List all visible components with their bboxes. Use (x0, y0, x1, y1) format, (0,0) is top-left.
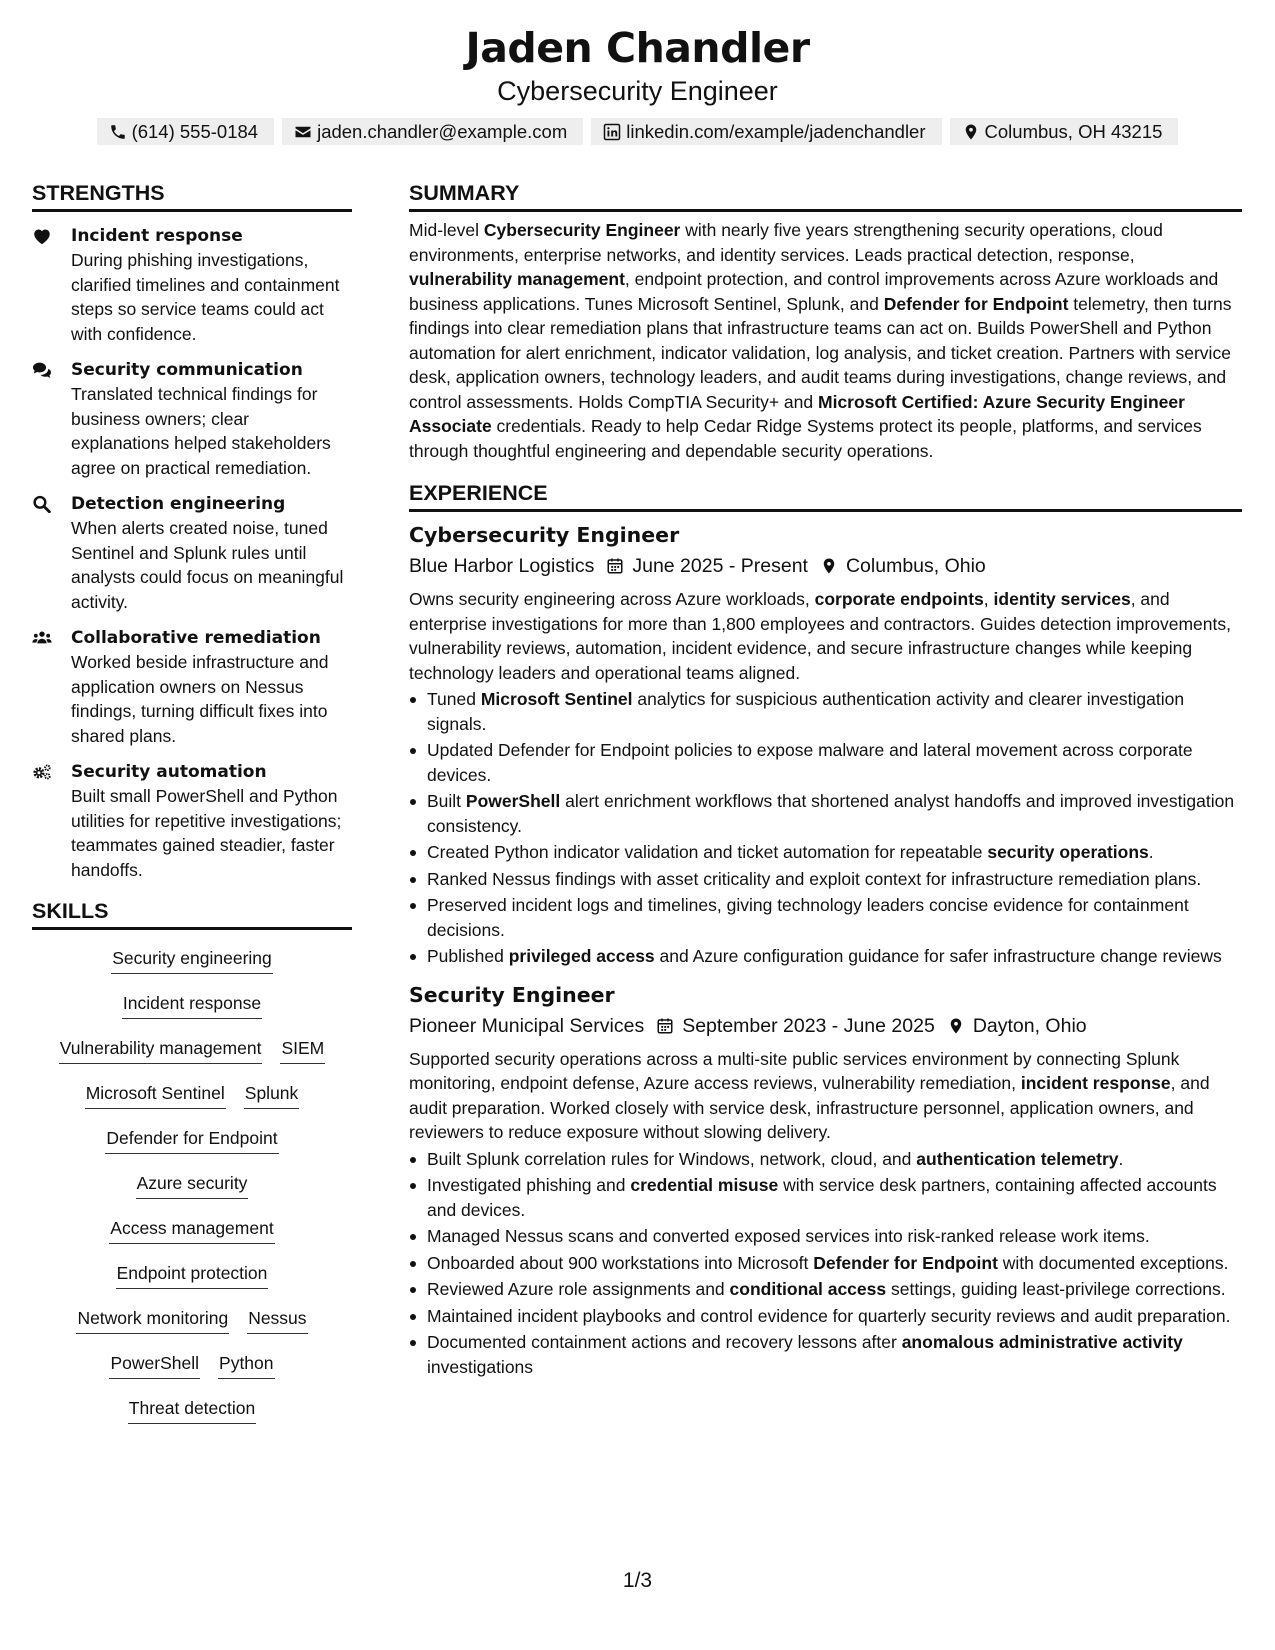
skill-row (32, 1388, 352, 1433)
text-segment: analytics for suspicious authentication activity and clearer investigation signals. (427, 689, 1185, 734)
bullet-item (409, 1147, 1242, 1172)
emphasis-text: conditional access (729, 1279, 887, 1299)
linkedin-contact[interactable] (591, 118, 941, 145)
text-segment: . (1118, 1148, 1124, 1169)
sidebar (32, 180, 352, 1433)
skill-row (32, 1208, 352, 1253)
strength-item (32, 224, 352, 346)
main-column (409, 180, 1242, 1381)
skill-row (32, 983, 352, 1028)
job-meta (409, 1012, 1242, 1040)
map-pin-icon (947, 1017, 965, 1035)
skill-tag: Threat detection (128, 1396, 256, 1424)
text-segment: Reviewed Azure role assignments and (427, 1279, 730, 1299)
location-contact (950, 118, 1179, 145)
bullet-item (409, 944, 1242, 969)
emphasis-text: security operations (987, 842, 1149, 862)
candidate-name: Jaden Chandler (465, 24, 810, 72)
heart-icon (32, 227, 52, 245)
text-segment: Mid-level (409, 220, 484, 240)
text-segment: settings, guiding least-privilege corrections. (886, 1279, 1226, 1299)
strength-item (32, 358, 352, 480)
strength-description: When alerts created noise, tuned Sentinel and Splunk rules until analysts could focus on meaningful activity. (71, 518, 344, 612)
job-location: Dayton, Ohio (972, 1014, 1087, 1037)
company-name: Blue Harbor Logistics (409, 555, 595, 577)
summary-text (409, 218, 1242, 463)
text-segment: Built (427, 791, 466, 811)
skill-tag: Python (218, 1351, 274, 1379)
emphasis-text: Defender for Endpoint (813, 1252, 998, 1273)
strength-description: During phishing investigations, clarified timelines and containment steps so service teams could act with confidence. (71, 250, 340, 344)
email-contact[interactable] (282, 118, 583, 145)
emphasis-text: Microsoft Sentinel (480, 689, 633, 709)
strength-item (32, 492, 352, 614)
text-segment: Managed Nessus scans and converted exposed services into risk-ranked release work items. (427, 1226, 1150, 1246)
strengths-heading: STRENGTHS (32, 180, 352, 212)
emphasis-text: Defender for Endpoint (883, 293, 1069, 314)
strength-title: Incident response (71, 226, 243, 246)
skill-tag: Security engineering (111, 946, 273, 974)
strength-description: Built small PowerShell and Python utilities for repetitive investigations; teammates gained steadier, faster handoffs. (71, 786, 342, 880)
envelope-icon (294, 123, 312, 141)
job-dates: September 2023 - June 2025 (682, 1014, 935, 1037)
strength-title: Security communication (71, 360, 303, 380)
strength-title: Detection engineering (71, 494, 286, 514)
skill-row (32, 1343, 352, 1388)
emphasis-text: PowerShell (465, 791, 561, 811)
text-segment: Owns security engineering across Azure workloads, (409, 589, 815, 609)
text-segment: telemetry, then turns findings into clear remediation plans that infrastructure teams can act on. Builds PowerShell and Python automation for alert enrichment, indicator validation, log analysis, and ticket creation. Partners with service desk, application owners, technology leaders, and audit teams during investigations, change reviews, and control assessments. Holds CompTIA Security+ and (409, 293, 1232, 412)
emphasis-text: incident response (1020, 1073, 1171, 1093)
text-segment: Investigated phishing and (427, 1175, 631, 1195)
phone-icon (109, 123, 127, 141)
text-segment: , and audit preparation. Worked closely with service desk, infrastructure personnel, application owners, and reviewers to reduce exposure without slowing delivery. (409, 1073, 1210, 1142)
job-bullets (409, 1147, 1242, 1380)
bullet-item (409, 1224, 1242, 1249)
emphasis-text: Cybersecurity Engineer (483, 220, 681, 240)
text-segment: Maintained incident playbooks and control evidence for quarterly security reviews and audit preparation. (427, 1305, 1231, 1326)
emphasis-text: identity services (993, 589, 1131, 609)
company-name: Pioneer Municipal Services (409, 1014, 645, 1037)
candidate-title: Cybersecurity Engineer (497, 76, 778, 106)
job-dates: June 2025 - Present (632, 555, 808, 577)
page-number: 1/3 (622, 1569, 653, 1592)
skill-row (32, 1028, 352, 1073)
strength-title: Collaborative remediation (71, 628, 321, 648)
bullet-item (409, 1251, 1242, 1276)
emphasis-text: Microsoft Certified: Azure Security Engineer Associate (409, 391, 1185, 436)
text-segment: Onboarded about 900 workstations into Microsoft (427, 1252, 814, 1273)
bullet-item (409, 1173, 1242, 1222)
text-segment: Published (427, 946, 509, 966)
skill-tag: Endpoint protection (116, 1261, 269, 1289)
job-description (409, 587, 1242, 685)
text-segment: Created Python indicator validation and ticket automation for repeatable (427, 842, 988, 862)
skill-tag: PowerShell (109, 1351, 200, 1379)
emphasis-text: credential misuse (630, 1175, 779, 1195)
skill-tag: Microsoft Sentinel (85, 1081, 226, 1109)
skills-section (32, 898, 352, 1433)
text-segment: Supported security operations across a multi-site public services environment by connecting Splunk monitoring, endpoint defense, Azure access reviews, vulnerability remediation, (409, 1048, 1180, 1093)
skill-row (32, 1073, 352, 1118)
skill-tag: Defender for Endpoint (105, 1126, 278, 1154)
bullet-item (409, 1277, 1242, 1302)
linkedin-icon (603, 123, 621, 141)
experience-heading: EXPERIENCE (409, 480, 1242, 512)
bullet-item (409, 840, 1242, 865)
text-segment: investigations (427, 1356, 534, 1377)
skill-tag: Nessus (247, 1306, 307, 1334)
gears-icon (32, 763, 52, 781)
strength-description: Translated technical findings for business owners; clear explanations helped stakeholders agree on practical remediation. (71, 384, 331, 478)
text-segment: Ranked Nessus findings with asset criticality and exploit context for infrastructure remediation plans. (427, 868, 1202, 889)
skill-tag: Network monitoring (76, 1306, 229, 1334)
location-text: Columbus, OH 43215 (984, 121, 1163, 142)
linkedin-text[interactable]: linkedin.com/example/jadenchandler (626, 121, 926, 142)
text-segment: Built Splunk correlation rules for Windows, network, cloud, and (427, 1148, 917, 1169)
users-icon (32, 629, 52, 647)
map-pin-icon (962, 123, 980, 141)
strength-item (32, 626, 352, 748)
skill-tag: SIEM (280, 1036, 325, 1064)
skill-row (32, 1253, 352, 1298)
text-segment: with documented exceptions. (997, 1252, 1229, 1273)
calendar-icon (606, 557, 624, 575)
job-meta (409, 552, 1242, 580)
emphasis-text: corporate endpoints (814, 589, 984, 609)
text-segment: Tuned (427, 689, 481, 709)
contact-bar (0, 118, 1275, 145)
text-segment: Preserved incident logs and timelines, giving technology leaders concise evidence for containment decisions. (427, 895, 1189, 940)
emphasis-text: anomalous administrative activity (901, 1332, 1183, 1352)
map-pin-icon (820, 557, 838, 575)
skill-row (32, 1298, 352, 1343)
job-bullets (409, 687, 1242, 969)
job-title: Cybersecurity Engineer (409, 523, 680, 547)
emphasis-text: vulnerability management (409, 269, 625, 289)
skill-tag: Splunk (244, 1081, 300, 1109)
text-segment: Updated Defender for Endpoint policies to expose malware and lateral movement across corporate devices. (427, 740, 1193, 785)
job-entry (409, 520, 1242, 969)
summary-heading: SUMMARY (409, 180, 1242, 212)
job-description (409, 1047, 1242, 1145)
email-text[interactable]: jaden.chandler@example.com (317, 121, 568, 142)
job-entry (409, 980, 1242, 1380)
text-segment: . (1148, 842, 1154, 862)
strength-title: Security automation (71, 762, 267, 782)
text-segment: credentials. Ready to help Cedar Ridge Systems protect its people, platforms, and services through thoughtful engineering and dependable security operations. (409, 416, 1202, 461)
comments-icon (32, 361, 52, 379)
skill-row (32, 1118, 352, 1163)
job-location: Columbus, Ohio (845, 555, 986, 577)
text-segment: with nearly five years strengthening security operations, cloud environments, enterprise networks, and identity services. Leads practical detection, response, (409, 220, 1163, 265)
skill-tag: Incident response (122, 991, 262, 1019)
skill-tag: Vulnerability management (59, 1036, 263, 1064)
emphasis-text: authentication telemetry (916, 1148, 1119, 1169)
text-segment: Documented containment actions and recovery lessons after (427, 1332, 902, 1352)
skills-heading: SKILLS (32, 898, 352, 930)
bullet-item (409, 867, 1242, 892)
text-segment: , endpoint protection, and control improvements across Azure workloads and business applications. Tunes Microsoft Sentinel, Splunk, and (409, 269, 1219, 314)
resume-header (0, 22, 1275, 145)
calendar-icon (656, 1017, 674, 1035)
search-icon (32, 495, 52, 513)
text-segment: with service desk partners, containing affected accounts and devices. (427, 1175, 1217, 1220)
strength-item (32, 760, 352, 882)
bullet-item (409, 738, 1242, 787)
phone-text: (614) 555-0184 (131, 121, 259, 142)
strengths-list (32, 224, 352, 882)
job-title: Security Engineer (409, 982, 615, 1007)
experience-section (409, 480, 1242, 1379)
emphasis-text: privileged access (508, 946, 655, 966)
bullet-item (409, 893, 1242, 942)
text-segment: and Azure configuration guidance for safer infrastructure change reviews (654, 946, 1222, 966)
text-segment: , and enterprise investigations for more than 1,800 employees and contractors. Guides detection improvements, vulnerability reviews, automation, incident evidence, and secure infrastructure changes while keeping technology leaders and operational teams aligned. (409, 589, 1231, 683)
bullet-item (409, 687, 1242, 736)
bullet-item (409, 1330, 1242, 1379)
bullet-item (409, 789, 1242, 838)
bullet-item (409, 1304, 1242, 1329)
strength-description: Worked beside infrastructure and application owners on Nessus findings, turning difficult fixes into shared plans. (71, 652, 329, 746)
skills-list (32, 938, 352, 1433)
text-segment: , (983, 589, 994, 609)
skill-row (32, 938, 352, 983)
skill-tag: Azure security (136, 1171, 249, 1199)
skill-tag: Access management (109, 1216, 274, 1244)
phone-contact (97, 118, 275, 145)
skill-row (32, 1163, 352, 1208)
text-segment: alert enrichment workflows that shortened analyst handoffs and improved investigation consistency. (427, 791, 1235, 836)
